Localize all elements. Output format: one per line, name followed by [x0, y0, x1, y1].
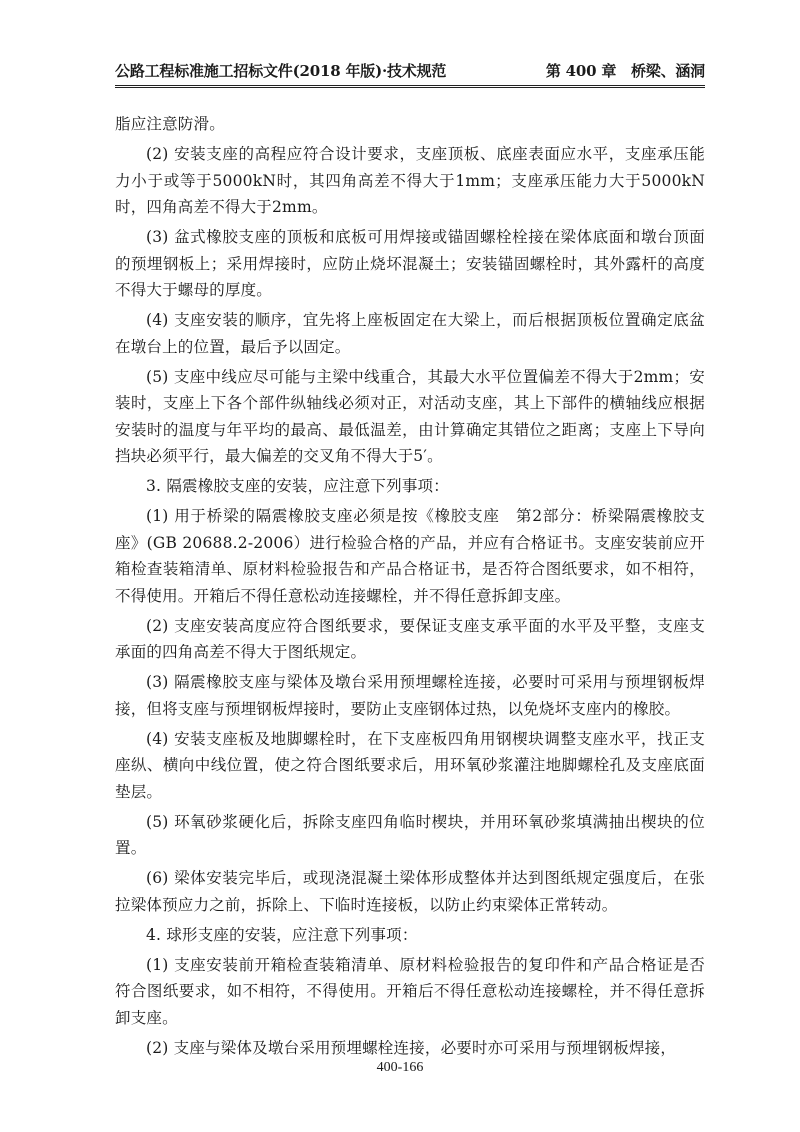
- header-chapter-title: 第 400 章 桥梁、涵洞: [545, 62, 705, 80]
- page-number: 400-166: [376, 1060, 424, 1075]
- paragraph: (2) 安装支座的高程应符合设计要求，支座顶板、底座表面应水平，支座承压能力小于或等于5000kN时，其四角高差不得大于1mm；支座承压能力大于5000kN时，四角高差不得大于2mm。: [115, 145, 705, 216]
- paragraph: (5) 环氧砂浆硬化后，拆除支座四角临时楔块，并用环氧砂浆填满抽出楔块的位置。: [115, 812, 705, 857]
- paragraph: (1) 支座安装前开箱检查装箱清单、原材料检验报告的复印件和产品合格证是否符合图纸要求，如不相符，不得使用。开箱后不得任意松动连接螺栓，并不得任意拆卸支座。: [115, 955, 705, 1027]
- paragraph: (4) 安装支座板及地脚螺栓时，在下支座板四角用钢楔块调整支座水平，找正支座纵、横向中线位置，使之符合图纸要求后，用环氧砂浆灌注地脚螺栓孔及支座底面垫层。: [115, 729, 705, 801]
- paragraph: (3) 隔震橡胶支座与梁体及墩台采用预埋螺栓连接，必要时可采用与预埋钢板焊接，但将支座与预埋钢板焊接时，要防止支座钢体过热，以免烧坏支座内的橡胶。: [115, 673, 705, 718]
- paragraph: (2) 支座与梁体及墩台采用预埋螺栓连接，必要时亦可采用与预埋钢板焊接，: [146, 1038, 677, 1057]
- page-header: [115, 60, 705, 88]
- section-heading: 4. 球形支座的安装，应注意下列事项：: [146, 925, 418, 944]
- paragraph: (3) 盆式橡胶支座的顶板和底板可用焊接或锚固螺栓栓接在梁体底面和墩台顶面的预埋钢板上；采用焊接时，应防止烧坏混凝土；安装锚固螺栓时，其外露杆的高度不得大于螺母的厚度。: [115, 228, 705, 299]
- section-heading: 3. 隔震橡胶支座的安装，应注意下列事项：: [146, 477, 449, 495]
- header-document-title: 公路工程标准施工招标文件(2018 年版)·技术规范: [115, 62, 447, 80]
- paragraph: (6) 梁体安装完毕后，或现浇混凝土梁体形成整体并达到图纸规定强度后，在张拉梁体预应力之前，拆除上、下临时连接板，以防止约束梁体正常转动。: [115, 869, 705, 914]
- paragraph: (5) 支座中线应尽可能与主梁中线重合，其最大水平位置偏差不得大于2mm；安装时，支座上下各个部件纵轴线必须对正，对活动支座，其上下部件的横轴线应根据安装时的温度与年平均的最高、最低温差，由计算确定其错位之距离；支座上下导向挡块必须平行，最大偏差的交叉角不得大于5′。: [115, 367, 705, 465]
- page-footer: [0, 1060, 800, 1076]
- body-text: [115, 111, 705, 1065]
- paragraph: 脂应注意防滑。: [115, 115, 225, 133]
- paragraph: (1) 用于桥梁的隔震橡胶支座必须是按《橡胶支座 第2部分：桥梁隔震橡胶支座》(GB 20688.2-2006）进行检验合格的产品，并应有合格证书。支座安装前应开箱检查装箱清单、原材料检验报告和产品合格证书，是否符合图纸要求，如不相符，不得使用。开箱后不得任意松动连接螺栓，并不得任意拆卸支座。: [115, 507, 705, 605]
- paragraph: (4) 支座安装的顺序，宜先将上座板固定在大梁上，而后根据顶板位置确定底盆在墩台上的位置，最后予以固定。: [115, 311, 705, 356]
- paragraph: (2) 支座安装高度应符合图纸要求，要保证支座支承平面的水平及平整，支座支承面的四角高差不得大于图纸规定。: [115, 616, 705, 661]
